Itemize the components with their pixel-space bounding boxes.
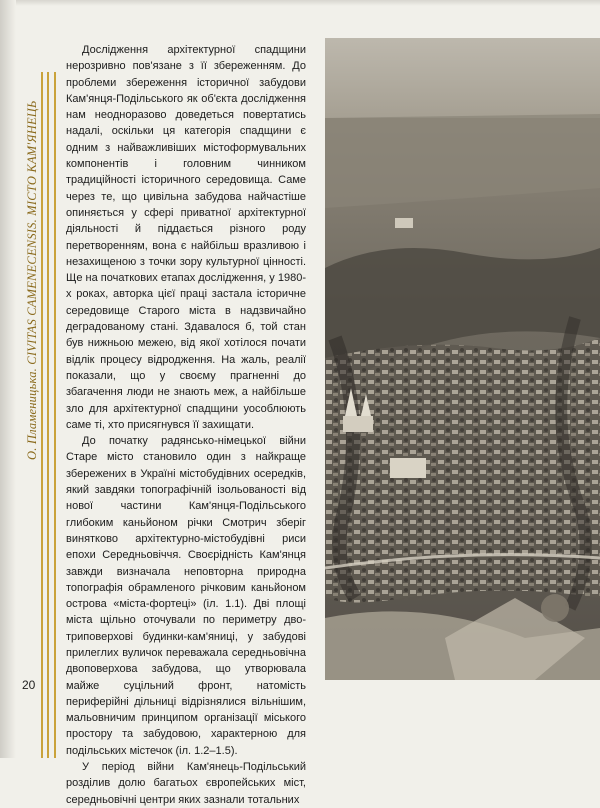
paragraph: Дослідження архітектурної спадщини нерозривно пов'язане з її збереженням. До проблеми збереження історичної забудови Кам'янця-Подільського як об'єкта дослідження нам неодноразово доведеться повертатись надалі, оскільки ця категорія спадщини є одним з найважливіших містоформувальних компонентів і головним чинником традиційності історичного середовища. Саме через те, що цивільна забудова найчастіше опиняється у сфері приватної архітектурної діяльності й піддається різного роду перетворенням, вона є найбільш вразливою і незахищеною з точки зору культурної цінності. Ще на початкових етапах дослідження, у 1980-х роках, авторка цієї праці застала історичне середовище Старого міста в надзвичайно деградованому стані. Здавалося б, той стан був нижньою межею, від якої хотілося почати відлік процесу відродження. На жаль, реалії показали, що у своєму прагненні до збагачення люди не знають меж, а найбільше зло для архітектурної спадщини уособлюють саме ті, хто присягнувся її захищати. — [66, 44, 306, 431]
running-head-vertical: О. Пламеницька. CIVITAS CAMENECENSIS. МІСТО КАМ'ЯНЕЦЬ — [25, 100, 39, 460]
paragraph: У період війни Кам'янець-Подільський розділив долю багатьох європейських міст, середньовічні центри яких зазнали тотальних — [66, 761, 306, 806]
page-top-edge — [0, 0, 600, 6]
aerial-photo-kamianets — [325, 38, 600, 680]
article-body — [66, 42, 306, 808]
decorative-vertical-line — [54, 72, 56, 758]
book-gutter-shadow — [0, 0, 16, 758]
decorative-vertical-line — [47, 72, 49, 758]
page-number: 20 — [22, 678, 36, 692]
decorative-vertical-line — [41, 72, 43, 758]
paragraph: До початку радянсько-німецької війни Старе місто становило один з найкраще збережених в Україні містобудівних осередків, який завдяки топографічній ізольованості від нової частини Кам'янця-Подільського глибоким каньйоном річки Смотрич зберіг винятково архітектурно-містобудівні риси епохи Середньовіччя. Своєрідність Кам'янця завжди визначала неповторна природна топографія обрамленого річковим каньйоном острова «міста-фортеці» (іл. 1.1). Дві площі міста щільно оточували по периметру дво-триповерхові будинки-кам'яниці, у забудові прилеглих вуличок переважала середньовічна двоповерхова забудова, що утворювала майже суцільний фронт, натомість периферійні дільниці відрізнялися вільнішим, мальовничим принципом організації міського простору та забудовою, характерною для подільських містечок (іл. 1.2–1.5). — [66, 435, 306, 757]
